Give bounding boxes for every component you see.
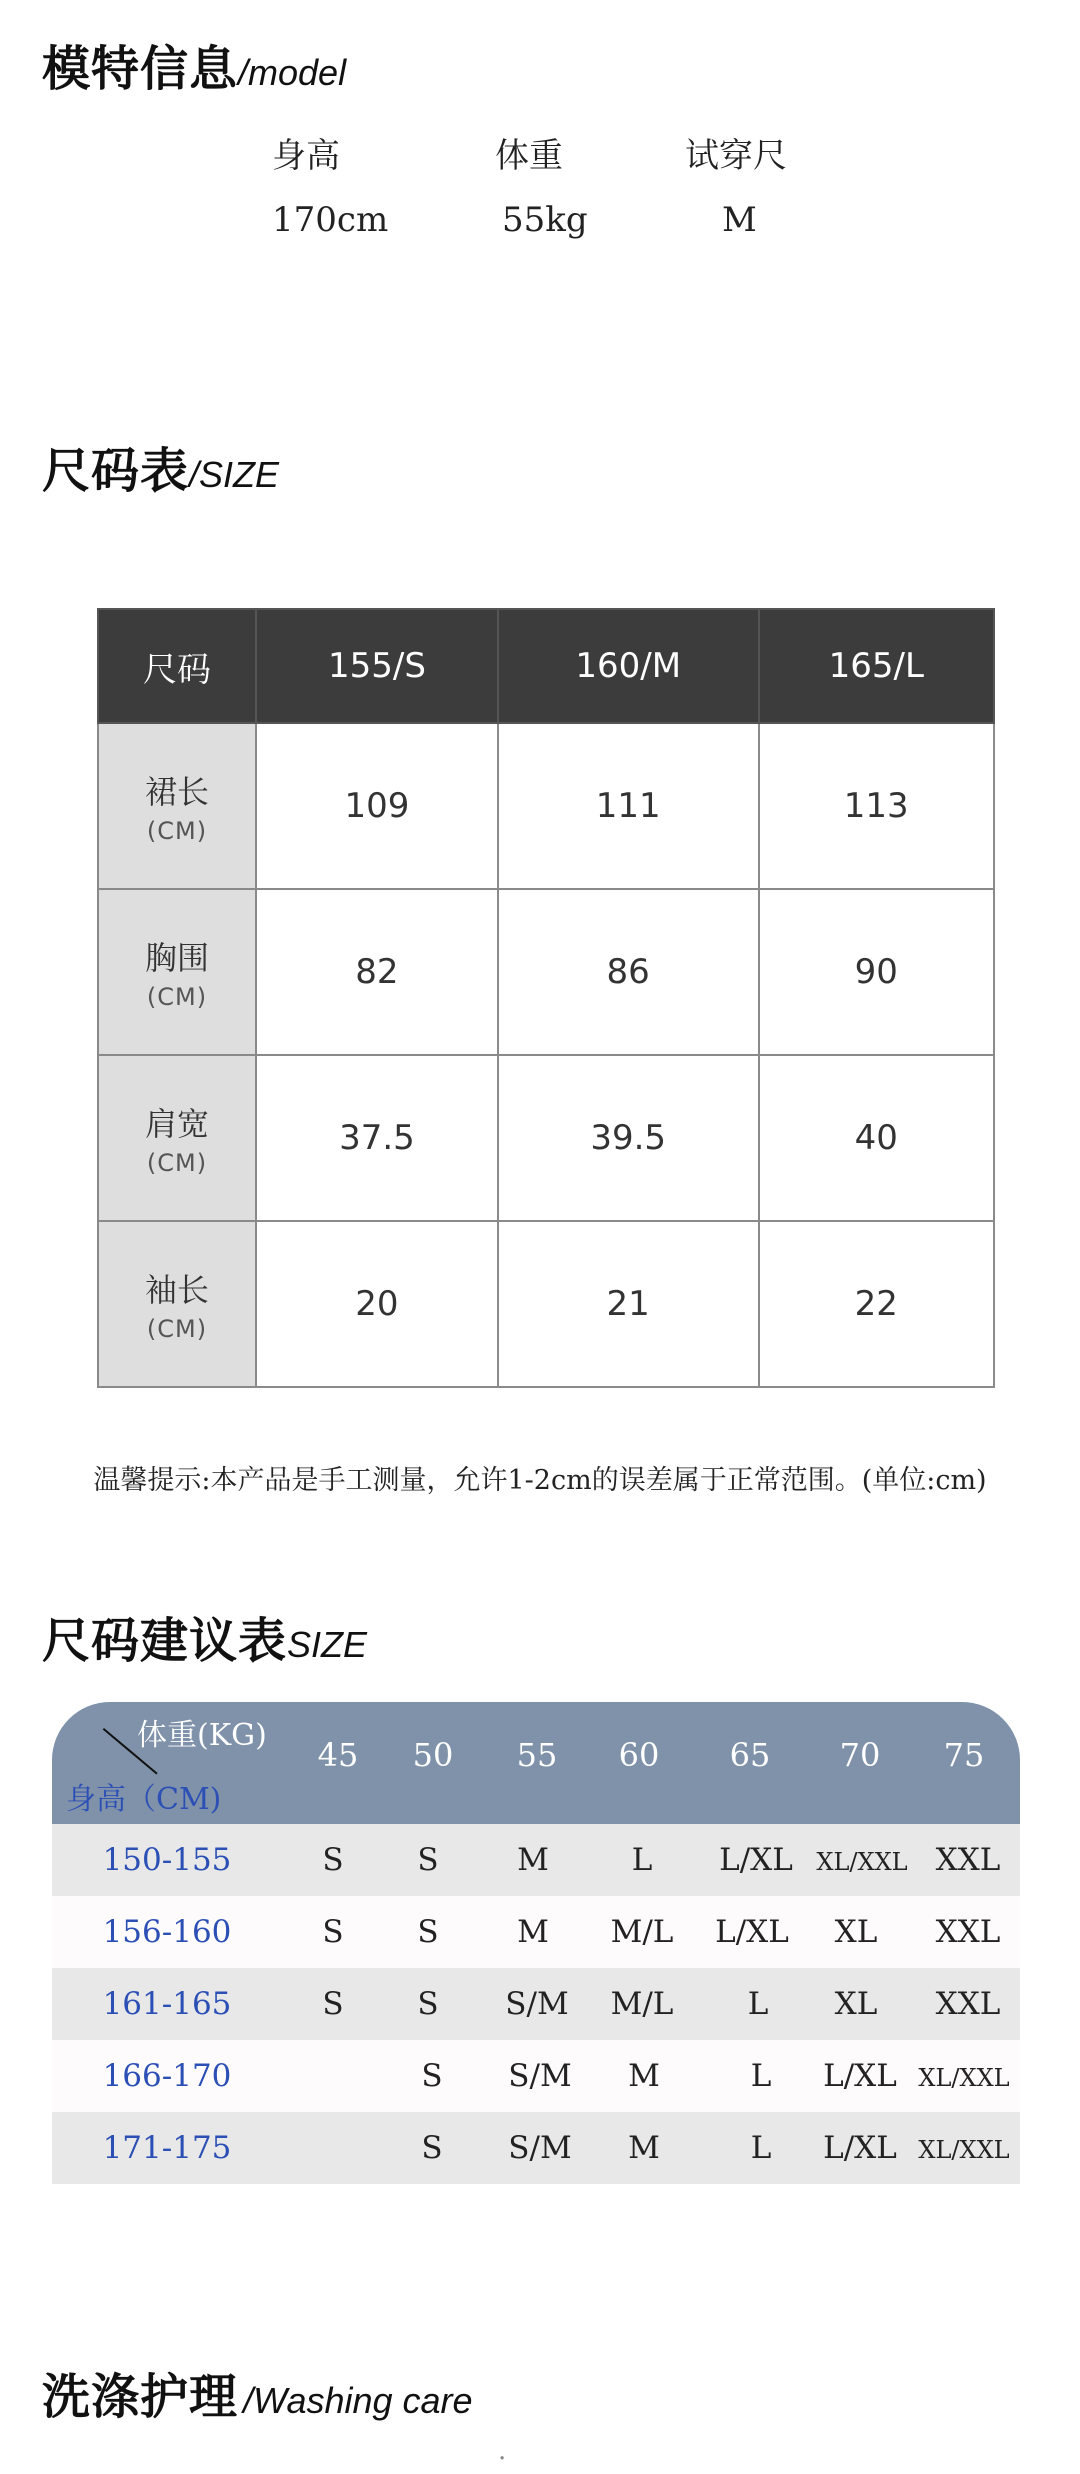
model-header-row <box>250 128 850 200</box>
size-chart-cell: 90 <box>759 889 995 1055</box>
weight-col-header: 45 <box>317 1736 359 1774</box>
weight-col-header: 70 <box>839 1736 881 1774</box>
size-chart-row-header <box>98 889 256 1055</box>
size-chart-cell: 22 <box>759 1221 995 1387</box>
advice-cell: S <box>417 1914 439 1950</box>
model-header-size: 试穿尺 <box>685 136 787 176</box>
size-chart-cell: 109 <box>256 723 498 889</box>
height-range: 156-160 <box>102 1914 232 1950</box>
advice-cell: L/XL <box>715 1914 789 1950</box>
cropped-glyph: · <box>498 2444 507 2474</box>
advice-cell: S <box>421 2130 443 2166</box>
advice-row <box>52 2112 1020 2184</box>
size-chart-cell: 21 <box>498 1221 759 1387</box>
size-chart-row-header <box>98 1221 256 1387</box>
advice-cell: L/XL <box>823 2058 897 2094</box>
size-chart-cell: 113 <box>759 723 995 889</box>
corner-height-label: 身高（CM) <box>66 1782 222 1817</box>
advice-cell: XL/XXL <box>918 2064 1010 2092</box>
model-title: 模特信息 <box>42 41 239 97</box>
model-value-weight: 55kg <box>502 200 588 240</box>
height-range: 171-175 <box>102 2130 232 2166</box>
size-chart-cell: 86 <box>498 889 759 1055</box>
model-info-table <box>250 128 850 272</box>
height-range: 161-165 <box>102 1986 232 2022</box>
weight-col-header: 75 <box>943 1736 985 1774</box>
advice-cell: XXL <box>935 1986 1001 2022</box>
row-label: 裙长 <box>144 773 209 811</box>
model-header-weight: 体重 <box>495 136 563 176</box>
model-value-row <box>250 200 850 272</box>
advice-cell: M/L <box>610 1914 674 1950</box>
advice-cell: M <box>517 1842 549 1878</box>
advice-cell: M <box>517 1914 549 1950</box>
size-chart-col-header: 160/M <box>498 609 759 723</box>
advice-section-title <box>42 1602 367 1671</box>
advice-cell: L/XL <box>719 1842 793 1878</box>
size-chart-col-header: 155/S <box>256 609 498 723</box>
size-chart-row-header <box>98 1055 256 1221</box>
advice-cell: L <box>747 1986 769 2022</box>
weight-col-header: 60 <box>618 1736 660 1774</box>
advice-cell: S <box>417 1842 439 1878</box>
advice-cell: S/M <box>505 1986 569 2022</box>
row-unit: (CM) <box>146 817 208 845</box>
size-title-en: /SIZE <box>189 454 280 495</box>
measurement-tip: 温馨提示:本产品是手工测量，允许1-2cm的误差属于正常范围。(单位:cm) <box>93 1465 987 1496</box>
weight-col-header: 55 <box>516 1736 558 1774</box>
advice-row <box>52 1824 1020 1896</box>
size-section-title <box>42 432 279 501</box>
advice-cell: XL/XXL <box>918 2136 1010 2164</box>
washing-title: 洗涤护理 <box>42 2369 239 2425</box>
size-chart-row <box>98 889 994 1055</box>
row-label: 肩宽 <box>144 1105 209 1143</box>
row-label: 胸围 <box>144 939 209 977</box>
advice-cell: S <box>421 2058 443 2094</box>
row-unit: (CM) <box>146 1149 208 1177</box>
advice-row <box>52 1896 1020 1968</box>
advice-cell: XL <box>834 1986 878 2022</box>
size-chart-cell: 37.5 <box>256 1055 498 1221</box>
washing-title-en: /Washing care <box>243 2380 473 2421</box>
advice-cell: S/M <box>508 2058 572 2094</box>
advice-cell: L <box>750 2130 772 2166</box>
size-chart-row-header <box>98 723 256 889</box>
model-section-title <box>42 30 346 99</box>
model-header-height: 身高 <box>272 136 340 176</box>
size-chart-cell: 20 <box>256 1221 498 1387</box>
size-chart-corner: 尺码 <box>98 609 256 723</box>
advice-cell: S <box>322 1842 344 1878</box>
advice-cell: S/M <box>508 2130 572 2166</box>
advice-title-en: SIZE <box>287 1624 368 1665</box>
size-chart-row <box>98 723 994 889</box>
advice-header-row <box>52 1702 1020 1824</box>
size-chart-table <box>97 608 995 1388</box>
model-value-height: 170cm <box>272 200 389 240</box>
model-title-en: /model <box>238 52 347 93</box>
advice-cell: S <box>322 1914 344 1950</box>
weight-col-header: 65 <box>729 1736 771 1774</box>
weight-col-header: 50 <box>412 1736 454 1774</box>
row-unit: (CM) <box>146 983 208 1011</box>
advice-cell: M <box>628 2058 660 2094</box>
advice-cell: M <box>628 2130 660 2166</box>
advice-title: 尺码建议表 <box>42 1613 288 1669</box>
size-chart-col-header: 165/L <box>759 609 995 723</box>
row-unit: (CM) <box>146 1315 208 1343</box>
height-range: 166-170 <box>102 2058 232 2094</box>
size-chart-row <box>98 1221 994 1387</box>
size-advice-table <box>52 1702 1020 2184</box>
size-chart-header-row <box>98 609 994 723</box>
advice-cell: L <box>631 1842 653 1878</box>
advice-row <box>52 1968 1020 2040</box>
washing-section-title <box>42 2358 473 2427</box>
model-value-size: M <box>722 200 757 240</box>
advice-cell: S <box>322 1986 344 2022</box>
size-chart-cell: 40 <box>759 1055 995 1221</box>
height-range: 150-155 <box>102 1842 232 1878</box>
size-title: 尺码表 <box>42 443 190 499</box>
advice-cell: S <box>417 1986 439 2022</box>
advice-cell: L/XL <box>823 2130 897 2166</box>
advice-cell: XXL <box>935 1914 1001 1950</box>
size-chart-cell: 39.5 <box>498 1055 759 1221</box>
advice-cell: XL <box>834 1914 878 1950</box>
size-chart-row <box>98 1055 994 1221</box>
advice-cell: XXL <box>935 1842 1001 1878</box>
advice-cell: L <box>750 2058 772 2094</box>
advice-cell: M/L <box>610 1986 674 2022</box>
row-label: 袖长 <box>144 1271 209 1309</box>
advice-cell: XL/XXL <box>816 1848 908 1876</box>
size-chart-cell: 82 <box>256 889 498 1055</box>
advice-row <box>52 2040 1020 2112</box>
size-chart-cell: 111 <box>498 723 759 889</box>
corner-weight-label: 体重(KG) <box>137 1718 267 1753</box>
